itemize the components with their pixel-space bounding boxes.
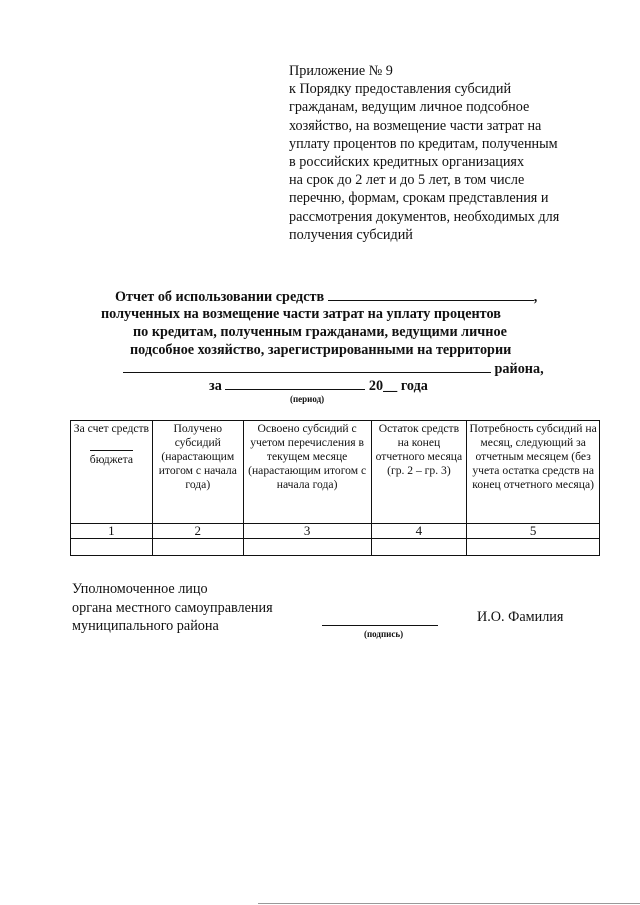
table-row — [71, 539, 600, 556]
column-number: 3 — [243, 524, 371, 539]
table-cell — [152, 539, 243, 556]
year-text: 20__ года — [368, 378, 428, 394]
report-line-5-text: района, — [494, 361, 544, 377]
report-line-3: по кредитам, полученным гражданами, ведущими личное — [133, 324, 507, 340]
report-line-2: полученных на возмещение части затрат на уплату процентов — [101, 306, 501, 322]
appendix-line: получения субсидий — [289, 226, 413, 243]
appendix-title: Приложение № 9 — [289, 63, 393, 79]
appendix-line: в российских кредитных организациях — [289, 154, 525, 171]
appendix-line: уплату процентов по кредитам, полученным — [289, 135, 558, 152]
report-line-1 — [115, 288, 537, 306]
signatory-name: И.О. Фамилия — [477, 609, 564, 625]
appendix-line: на срок до 2 лет и до 5 лет, в том числе — [289, 172, 525, 189]
period-prefix: за — [209, 378, 222, 394]
signatory-line: Уполномоченное лицо — [72, 581, 208, 597]
table-cell — [371, 539, 467, 556]
report-line-1-comma: , — [533, 289, 538, 305]
appendix-header — [289, 62, 609, 244]
signature-line — [322, 625, 438, 626]
header-col1-bottom: бюджета — [90, 450, 133, 467]
column-number-row — [71, 524, 600, 539]
appendix-line: рассмотрения документов, необходимых для — [289, 208, 560, 225]
header-cell: Получено субсидий (нарастающим итогом с начала года) — [152, 421, 243, 524]
table-header-row — [71, 421, 600, 524]
table-cell — [467, 539, 600, 556]
signature-caption: (подпись) — [364, 629, 404, 639]
table-cell — [71, 539, 153, 556]
table-cell — [243, 539, 371, 556]
appendix-line: перечню, формам, срокам представления и — [289, 190, 549, 207]
report-table — [70, 420, 600, 556]
district-blank — [123, 360, 491, 373]
header-cell: Потребность субсидий на месяц, следующий за отчетным месяцем (без учета остатка средств на конец отчетного месяца) — [467, 421, 600, 524]
header-cell: Остаток средств на конец отчетного месяца (гр. 2 – гр. 3) — [371, 421, 467, 524]
column-number: 1 — [71, 524, 153, 539]
column-number: 2 — [152, 524, 243, 539]
column-number: 5 — [467, 524, 600, 539]
report-line-5 — [123, 360, 544, 378]
header-col1-top: За счет средств — [73, 422, 150, 435]
report-line-6 — [209, 377, 428, 395]
fund-source-blank — [328, 288, 534, 301]
appendix-line: хозяйство, на возмещение части затрат на — [289, 117, 542, 134]
header-cell: Освоено субсидий с учетом перечисления в текущем месяце (нарастающим итогом с начала года) — [243, 421, 371, 524]
appendix-line: к Порядку предоставления субсидий — [289, 81, 512, 98]
report-line-1-text: Отчет об использовании средств — [115, 289, 325, 305]
report-line-4: подсобное хозяйство, зарегистрированными на территории — [130, 342, 512, 358]
header-cell — [71, 421, 153, 524]
page-edge-line — [258, 903, 640, 904]
signatory-block — [72, 580, 273, 636]
signatory-line: органа местного самоуправления — [72, 599, 273, 616]
period-caption: (период) — [290, 394, 325, 404]
column-number: 4 — [371, 524, 467, 539]
signatory-line: муниципального района — [72, 618, 219, 634]
period-blank — [225, 377, 365, 390]
appendix-line: гражданам, ведущим личное подсобное — [289, 99, 530, 116]
